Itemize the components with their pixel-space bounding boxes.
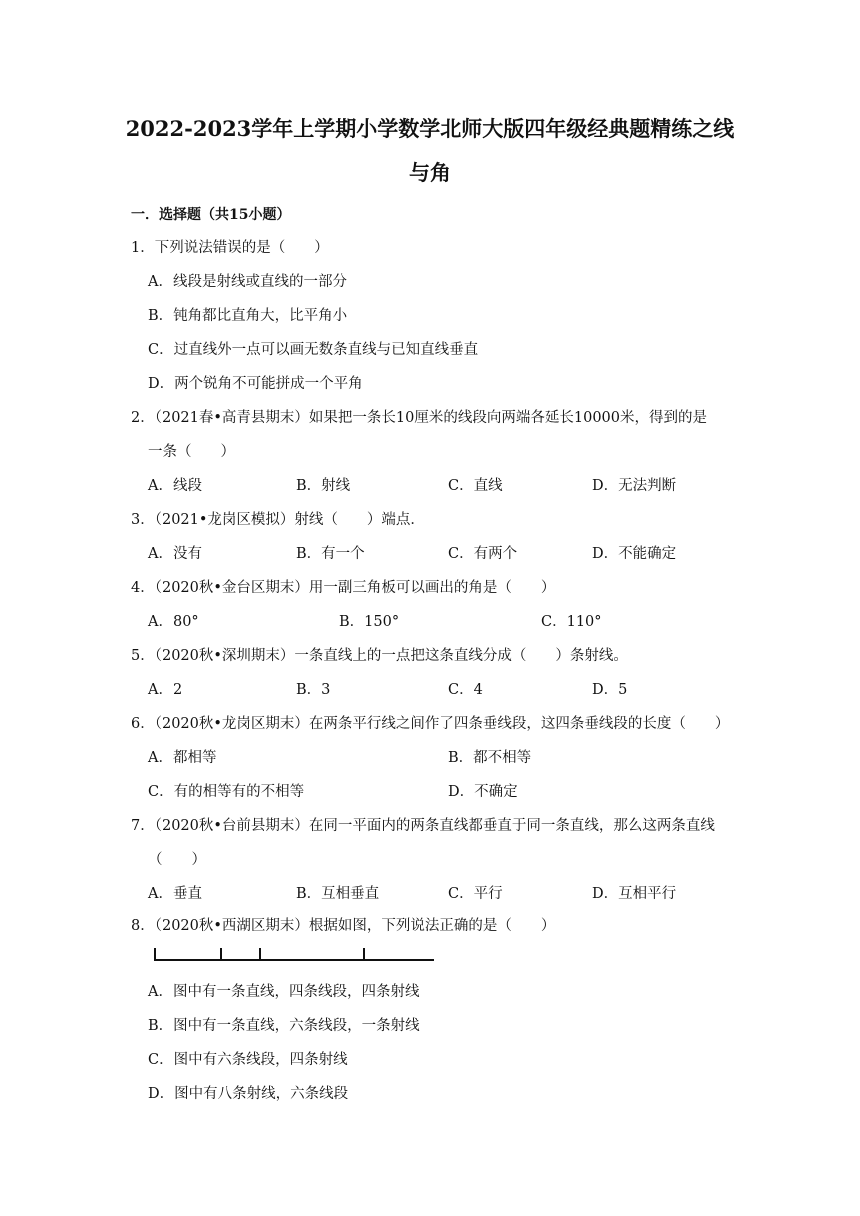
question-8-option-b: B．图中有一条直线，六条线段，一条射线 (148, 1018, 420, 1034)
question-1-option-a: A．线段是射线或直线的一部分 (148, 274, 347, 290)
question-4-option-c: C．110° (541, 614, 602, 630)
question-3-option-b: B．有一个 (296, 546, 365, 562)
question-7-stem: 7．（2020秋•台前县期末）在同一平面内的两条直线都垂直于同一条直线，那么这两条直线 (131, 818, 715, 834)
document-title-line-2: 与角 (409, 160, 451, 185)
question-1-option-d: D．两个锐角不可能拼成一个平角 (148, 376, 363, 392)
question-6-stem: 6．（2020秋•龙岗区期末）在两条平行线之间作了四条垂线段，这四条垂线段的长度（ ） (131, 716, 730, 732)
question-5-stem: 5．（2020秋•深圳期末）一条直线上的一点把这条直线分成（ ）条射线。 (131, 648, 628, 664)
question-2-option-c: C．直线 (448, 478, 503, 494)
question-3-option-d: D．不能确定 (592, 546, 677, 562)
question-8-option-c: C．图中有六条线段，四条射线 (148, 1052, 348, 1068)
question-5-option-a: A．2 (148, 682, 183, 698)
question-3-stem: 3．（2021•龙岗区模拟）射线（ ）端点． (131, 512, 425, 528)
question-7-option-a: A．垂直 (148, 886, 202, 902)
question-4-option-b: B．150° (339, 614, 400, 630)
question-3-option-a: A．没有 (148, 546, 202, 562)
question-1-stem: 1．下列说法错误的是（ ） (131, 240, 329, 256)
question-5-option-b: B．3 (296, 682, 331, 698)
question-2-stem: 2．（2021春•高青县期末）如果把一条长10厘米的线段向两端各延长10000米，得到的是 (131, 410, 708, 426)
section-heading: 一．选择题（共15小题） (131, 207, 291, 223)
document-title-line-1: 2022-2023学年上学期小学数学北师大版四年级经典题精练之线 (125, 116, 735, 141)
question-4-option-a: A．80° (148, 614, 199, 630)
question-8-stem: 8．（2020秋•西湖区期末）根据如图，下列说法正确的是（ ） (131, 918, 556, 934)
question-7-option-b: B．互相垂直 (296, 886, 380, 902)
question-7-stem-continued: （ ） (148, 852, 206, 868)
question-5-option-d: D．5 (592, 682, 628, 698)
question-2-option-b: B．射线 (296, 478, 351, 494)
question-6-option-b: B．都不相等 (448, 750, 532, 766)
question-4-stem: 4．（2020秋•金台区期末）用一副三角板可以画出的角是（ ） (131, 580, 556, 596)
question-6-option-c: C．有的相等有的不相等 (148, 784, 305, 800)
question-8-option-a: A．图中有一条直线，四条线段，四条射线 (148, 984, 420, 1000)
question-1-option-c: C．过直线外一点可以画无数条直线与已知直线垂直 (148, 342, 479, 358)
question-1-option-b: B．钝角都比直角大，比平角小 (148, 308, 348, 324)
question-7-option-c: C．平行 (448, 886, 503, 902)
question-2-option-d: D．无法判断 (592, 478, 677, 494)
question-8-option-d: D．图中有八条射线，六条线段 (148, 1086, 349, 1102)
question-7-option-d: D．互相平行 (592, 886, 677, 902)
question-3-option-c: C．有两个 (448, 546, 518, 562)
question-6-option-d: D．不确定 (448, 784, 518, 800)
question-6-option-a: A．都相等 (148, 750, 217, 766)
question-2-stem-continued: 一条（ ） (148, 444, 235, 460)
question-2-option-a: A．线段 (148, 478, 202, 494)
question-5-option-c: C．4 (448, 682, 483, 698)
line-segments-figure (152, 940, 438, 966)
